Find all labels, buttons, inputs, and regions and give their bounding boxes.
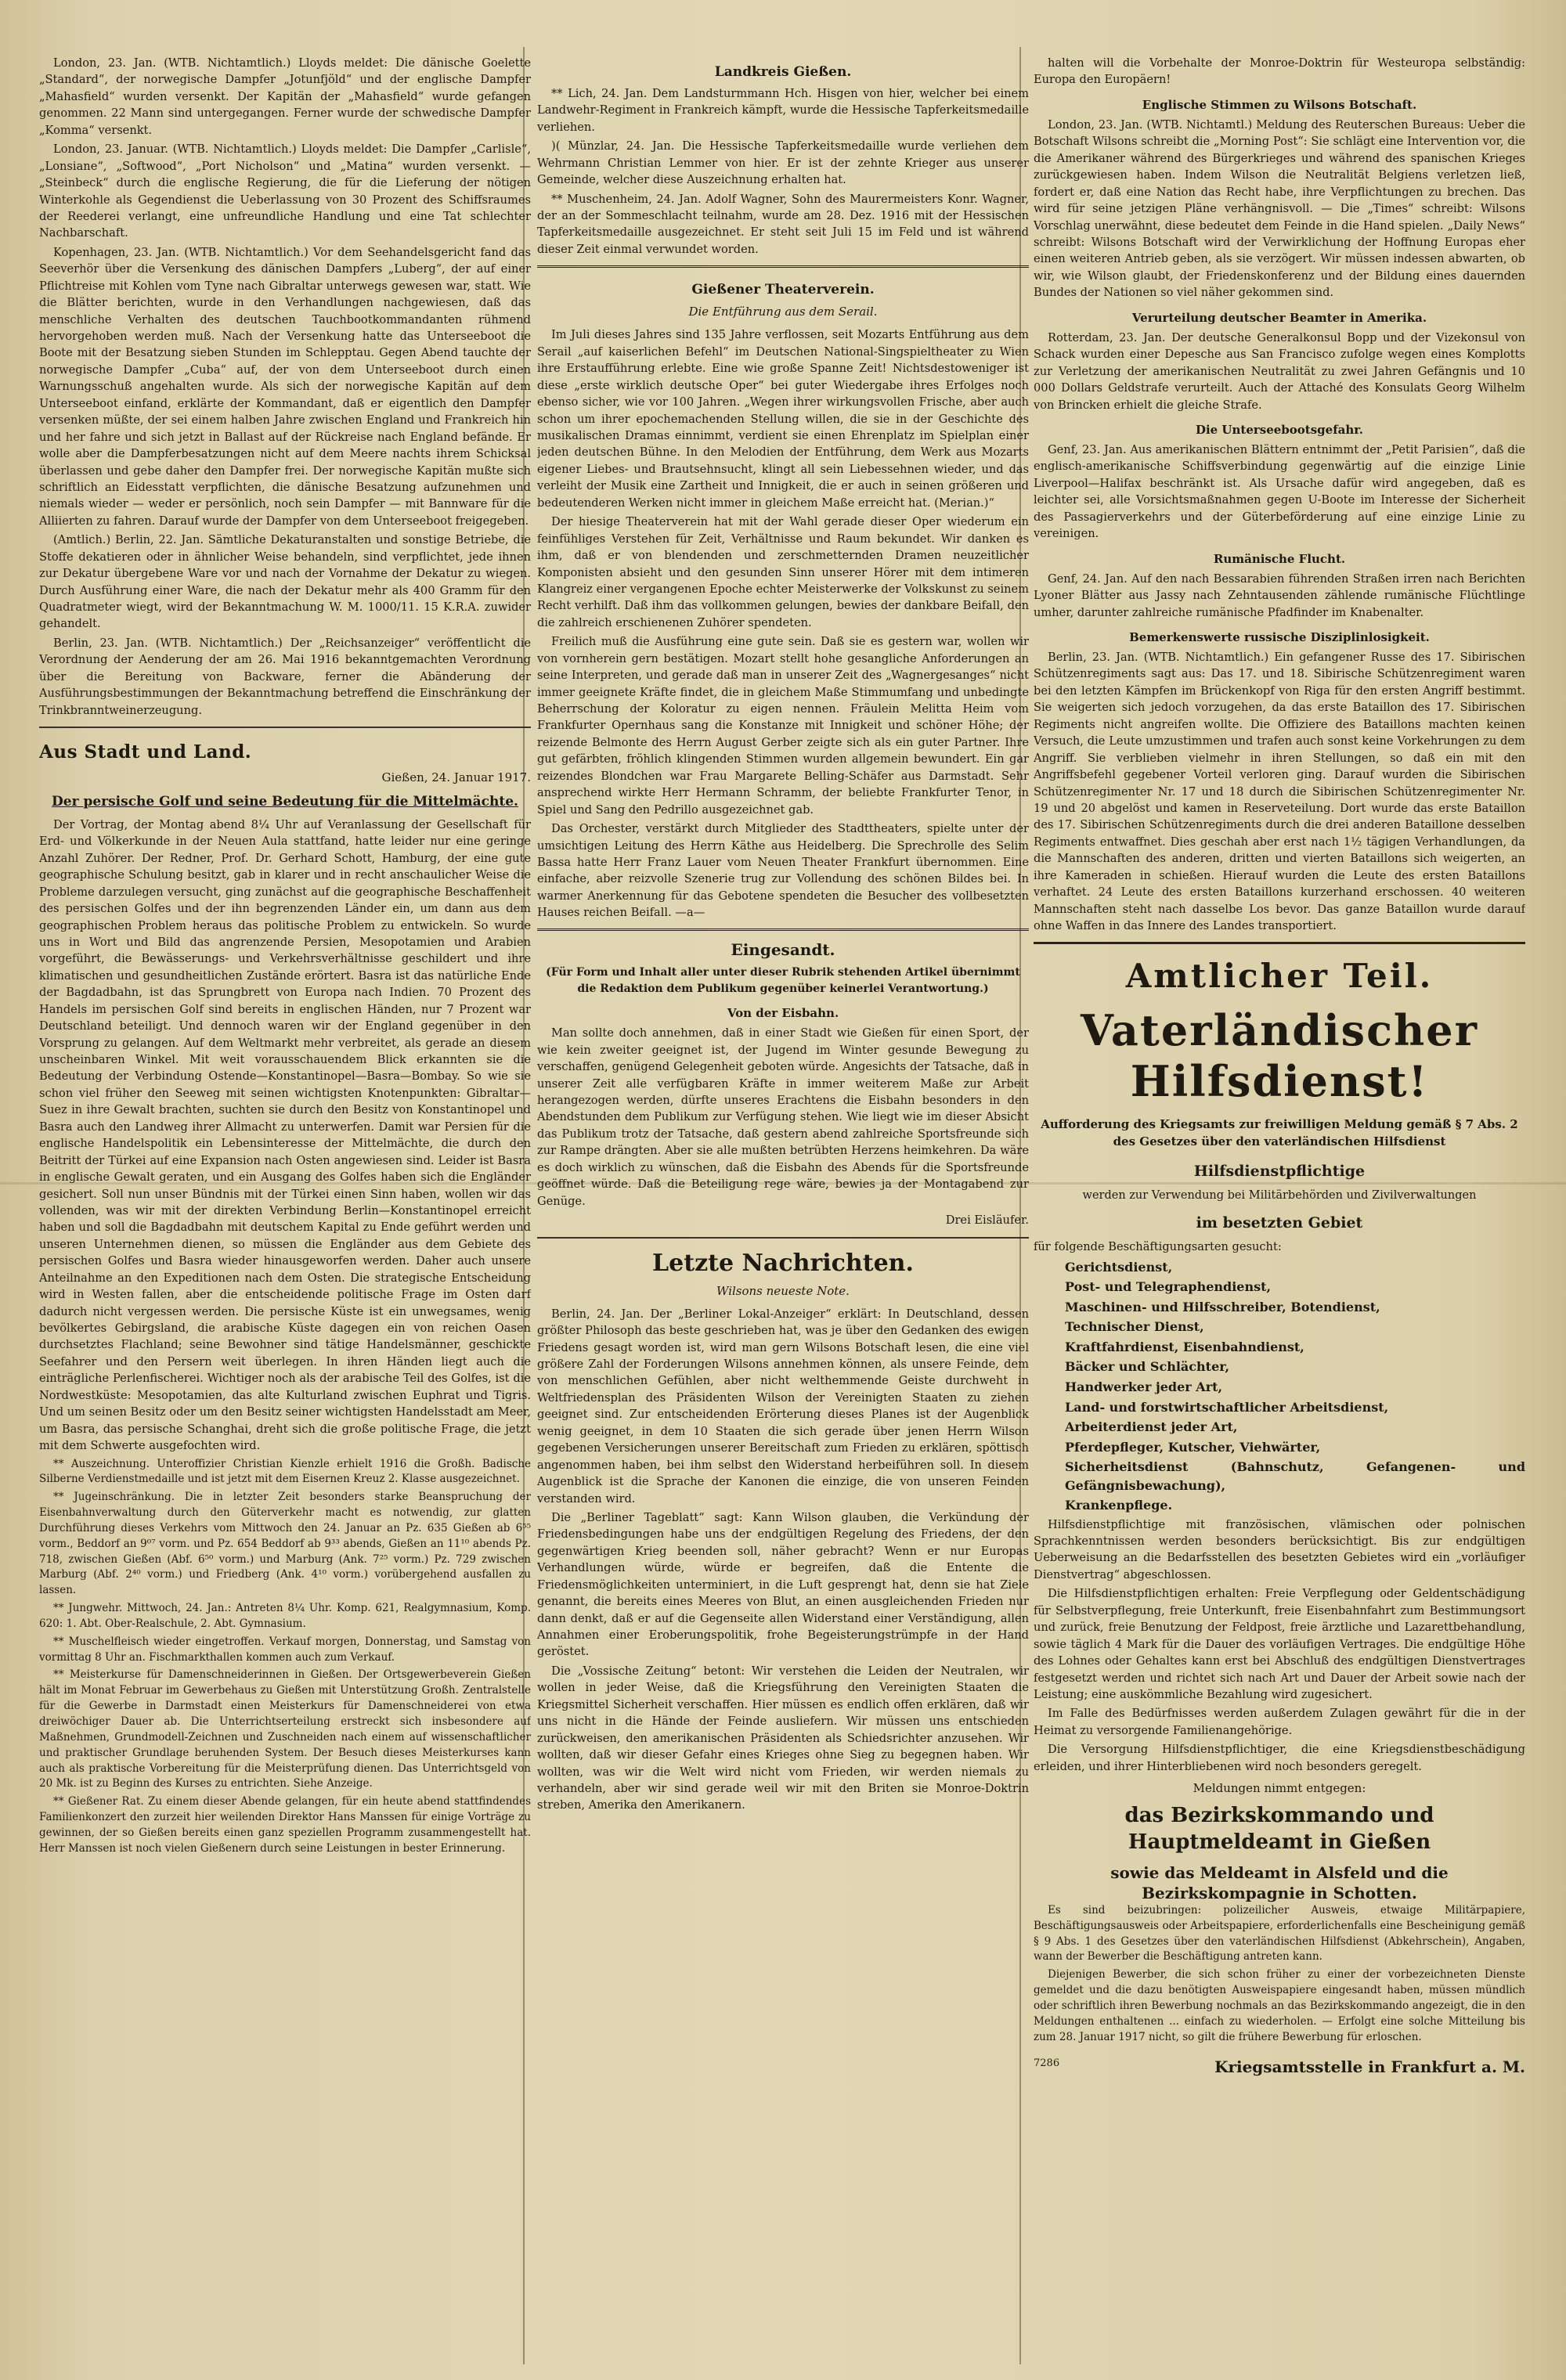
column-2 — [537, 55, 1029, 2360]
ad-code: 7286 — [1034, 2057, 1060, 2070]
job-item: Post- und Telegraphendienst, — [1065, 1279, 1272, 1295]
landkreis-title: Landkreis Gießen. — [714, 64, 852, 80]
divider — [537, 1237, 1029, 1239]
eingesandt-headline: Von der Eisbahn. — [727, 1006, 839, 1021]
job-item: Sicherheitsdienst (Bahnschutz, Gefangenen- und Gefängnisbewachung), — [1065, 1459, 1525, 1493]
theater-section — [537, 265, 1029, 930]
news-paragraph: London, 23. Jan. (WTB. Nichtamtlich.) Lloyds meldet: Die dänische Goelette „Standard“, der norwegische Dampfer „Jotunfjöld“ und der englische Dampfer „Mahasfield“ wurden versenkt. Der Kapitän der „Mahasfield“ wurde gefangen genommen. 22 Mann sind untergegangen. Ferner wurde der schwedische Dampfer „Komma“ versenkt. — [39, 56, 531, 137]
eingesandt-note: (Für Form und Inhalt aller unter dieser Rubrik stehenden Artikel übernimmt die Redaktion dem Publikum gegenüber keinerlei Verantwortung.) — [546, 966, 1020, 995]
local-item: ** Jungwehr. Mittwoch, 24. Jan.: Antreten 8¼ Uhr. Komp. 621, Realgymnasium, Komp. 620: 1. Abt. Ober-Realschule, 2. Abt. Gymnasium. — [39, 1602, 531, 1630]
news-paragraph: London, 23. Januar. (WTB. Nichtamtlich.) Lloyds meldet: Die Dampfer „Carlisle“, „Lonsiane“, „Softwood“, „Port Nicholson“ und „Matina“ wurden versenkt. — „Steinbeck“ durch die englische Regierung, die für die Lieferung der nötigen Winterkohle als Gegendienst die Ueberlassung von 30 Prozent des Schiffsraumes der Reederei verlangt, eine unfreundliche Handlung und eine Tat schlechter Nachbarschaft. — [39, 142, 531, 240]
job-item: Krankenpflege. — [1065, 1498, 1173, 1513]
news-paragraph: Kopenhagen, 23. Jan. (WTB. Nichtamtlich.) Vor dem Seehandelsgericht fand das Seeverhör über die Versenkung des dänischen Dampfers „Luberg“, der auf einer Pflichtreise mit Kohlen vom Tyne nach Gibraltar unterwegs gewesen war, statt. Wie die Blätter berichten, wurde in den Verhandlungen nachgewiesen, daß das menschliche Verhalten des deutschen Tauchbootkommandanten rühmend hervorgehoben werden muß. Nach der Versenkung hatte das Unterseeboot die Boote mit der Besatzung sieben Stunden im Schlepptau. Gegen Abend tauchte der norwegische Dampfer „Cuba“ auf, der von dem Unterseeboot durch einen Warnungsschuß angehalten wurde. Als sich der norwegische Kapitän auf dem Unterseeboot einfand, erklärte der Kommandant, daß er eigentlich den Dampfer versenken müßte, der sei einem halben Jahre zwischen England und Frankreich hin und her fahre und sich jetzt in Ballast auf der Rückreise nach England befände. Er wolle aber die Dampferbesatzungen nicht auf dem Meere nachts ihrem Schicksal überlassen und gebe daher den Dampfer frei. Der norwegische Kapitän mußte sich schriftlich an Eidesstatt verpflichten, die dänische Besatzung aufzunehmen und niemals wieder — weder er persönlich, noch sein Dampfer — mit Bannware für die Alliierten zu fahren. Darauf wurde der Dampfer von dem Unterseeboot freigegeben. — [39, 245, 531, 528]
job-item: Handwerker jeder Art, — [1065, 1379, 1223, 1394]
local-item: ** Meisterkurse für Damenschneiderinnen in Gießen. Der Ortsgewerbeverein Gießen hält im Monat Februar im Gewerbehaus zu Gießen mit Unterstützung Großh. Zentralstelle für die Gewerbe in Darmstadt einen Meisterkurs für Damenschneiderei von etwa dreiwöchiger Dauer ab. Die Unterrichtserteilung erstreckt sich insbesondere auf Maßnehmen, Grundmodell-Zeichnen und Zuschneiden nach einem auf wissenschaftlicher und praktischer Grundlage beruhenden System. Der Besuch dieses Meisterkurses kann auch als praktische Vorbereitung für die Meisterprüfung dienen. Das Unterrichtsgeld von 20 Mk. ist zu Beginn des Kurses zu entrichten. Siehe Anzeige. — [39, 1668, 531, 1790]
theater-paragraph: Im Juli dieses Jahres sind 135 Jahre verflossen, seit Mozarts Entführung aus dem Serail „auf kaiserlichen Befehl“ im Deutschen National-Singspieltheater zu Wien ihre Erstaufführung erlebte. Eine wie große Spanne Zeit! Nichtsdestoweniger ist diese „erste wirklich deutsche Oper“ bei guter Wiedergabe ihres Erfolges noch ebenso sicher, wie vor 100 Jahren. „Wegen ihrer wirkungsvollen Frische, aber auch schon um ihrer epochemachenden Stellung willen, die sie in der Geschichte des musikalischen Dramas einnimmt, verdient sie einen Ehrenplatz im Spielplan einer jeden deutschen Bühne. In den Melodien der Entführung, dem Werk aus Mozarts eigener Liebes- und Brautsehnsucht, klingt all sein Liebessehnen wieder, und das verleiht der Musik eine Zartheit und Innigkeit, die er auch in seinen größeren und bedeutenderen Werken nicht immer in gleichem Maße erreicht hat. (Merian.)“ — [537, 328, 1029, 510]
news-paragraph: Rotterdam, 23. Jan. Der deutsche Generalkonsul Bopp und der Vizekonsul von Schack wurden einer Depesche aus San Francisco zufolge wegen eines Komplotts zur Verletzung der amerikanischen Neutralität zu zwei Jahren Gefängnis und 10 000 Dollars Geldstrafe verurteilt. Auch der Attaché des Konsulats Georg Wilhelm von Brincken erhielt die gleiche Strafe. — [1034, 330, 1525, 412]
signature — [1034, 2056, 1525, 2079]
notice-paragraph: Es sind beizubringen: polizeilicher Ausweis, etwaige Militärpapiere, Beschäftigungsausweis oder Arbeitspapiere, erforderlichenfalls eine Bescheinigung gemäß § 9 Abs. 1 des Gesetzes über den vaterländischen Hilfsdienst (Abkehrschein), Angaben, wann der Bewerber die Beschäftigung antreten kann. — [1034, 1903, 1525, 1964]
divider — [39, 727, 531, 728]
letzte-paragraph: Berlin, 24. Jan. Der „Berliner Lokal-Anzeiger“ erklärt: In Deutschland, dessen größter Philosoph das beste geschrieben hat, was je über den Gedanken des ewigen Friedens gesagt worden ist, wird man gern Wilsons Botschaft lesen, die eine viel größere Zahl der Forderungen Wilsons annehmen können, als unsere Feinde, dem von menschlichen Gefühlen, aber nicht welthemmende Geiste durchweht in Weltfriedensplan des Präsidenten Wilson der Vereinigten Staaten zu ziehen geeignet sind. Zur entscheidenden Erörterung dieses Planes ist der Augenblick wenig geeignet, in dem 10 Staaten die sich gerade über jenen Herrn Wilson gegebenen Versicherungen unserer Bereitschaft zum Frieden zu erklären, spöttisch angenommen haben, bei ihm selbst den Widerstand herbeiführen soll. In diesem Augenblick ist die Sprache der Kanonen die einzige, die von unseren Feinden verstanden wird. — [537, 1307, 1029, 1506]
news-heading: Englische Stimmen zu Wilsons Botschaft. — [1142, 97, 1417, 112]
eingesandt-signature: Drei Eisläufer. — [945, 1213, 1029, 1228]
news-paragraph: Berlin, 23. Jan. (WTB. Nichtamtlich.) Der „Reichsanzeiger“ veröffentlicht die Verordnung der Aenderung der am 26. Mai 1916 bekanntgemachten Verordnung über die Bereitung von Backware, ferner die Abänderung der Ausführungsbestimmungen der Bekanntmachung betreffend die Einschränkung der Trinkbranntweinerzeugung. — [39, 636, 531, 717]
aufforderung: Aufforderung des Kriegsamts zur freiwilligen Meldung gemäß § 7 Abs. 2 des Gesetzes über den vaterländischen Hilfsdienst — [1041, 1116, 1518, 1149]
theater-paragraph: Das Orchester, verstärkt durch Mitglieder des Stadttheaters, spielte unter der umsichtigen Leitung des Herrn Käthe aus Heidelberg. Die Sprechrolle des Selim Bassa hatte Herr Franz Lauer vom Neuen Theater Frankfurt übernommen. Eine einfache, aber reizvolle Szenerie trug zur Vollendung des schönen Bildes bei. In warmer Anerkennung für das Gebotene spendeten die Besucher des vollbesetzten Hauses reichen Beifall. —a— — [537, 822, 1029, 920]
local-item: ** Auszeichnung. Unteroffizier Christian Kienzle erhielt 1916 die Großh. Badische Silberne Verdienstmedaille und ist jetzt mit dem Eisernen Kreuz 2. Klasse ausgezeichnet. — [39, 1457, 531, 1486]
job-item: Technischer Dienst, — [1065, 1319, 1204, 1335]
dateline: Gießen, 24. Januar 1917. — [381, 770, 531, 784]
eingesandt-title: Eingesandt. — [731, 939, 835, 959]
local-item: ** Gießener Rat. Zu einem dieser Abende gelangen, für ein heute abend stattfindendes Familienkonzert den zurzeit hier weilenden Direktor Hans Manssen für einige Vorträge zu gewinnen, der so Gießen bereits einen ganz speziellen Programm zusammengestellt hat. Herr Manssen ist noch vielen Gießenern durch seine Leistungen in bester Erinnerung. — [39, 1795, 531, 1855]
column-3 — [1034, 55, 1525, 2360]
job-item: Bäcker und Schlächter, — [1065, 1359, 1230, 1375]
theater-paragraph: Freilich muß die Ausführung eine gute sein. Daß sie es gestern war, wollen wir von vornherein gern bestätigen. Mozart stellt hohe gesangliche Anforderungen an seine Interpreten, und gerade daß man in unserer Zeit des „Wagnergesanges“ nicht immer geeignete Kräfte findet, die in gleichem Maße Stimmumfang und unbedingte Beherrschung der Koloratur zu eigen nennen. Fräulein Melitta Heim vom Frankfurter Opernhaus sang die Konstanze mit Innigkeit und schöner Höhe; der reizende Belmonte des Herrn August Gerber zeigte sich als ein guter Partner. Ihre gut gefärbten, fröhlich klingenden Stimmen wurden allgemein bewundert. Ein gar reizendes Blondchen war Frau Margarete Belling-Schäfer aus Darmstadt. Sehr ansprechend wirkte Herr Hermann Schramm, der beliebte Frankfurter Tenor, in Spiel und Sang den Pedrillo ausgezeichnet gab. — [537, 635, 1029, 817]
local-item: ** Muschelfleisch wieder eingetroffen. Verkauf morgen, Donnerstag, und Samstag von vormittag 8 Uhr an. Fischmarkthallen kommen auch zum Verkauf. — [39, 1635, 531, 1664]
news-paragraph: (Amtlich.) Berlin, 22. Jan. Sämtliche Dekaturanstalten und sonstige Betriebe, die Stoffe dekatieren oder in ähnlicher Weise behandeln, sind verpflichtet, jede ihnen zur Dekatur übergebene Ware vor und nach der Vornahme der Dekatur zu wiegen. Durch Ausführung einer Ware, die nach der Dekatur mehr als 400 Gramm für den Quadratmeter wiegt, wird der Bekanntmachung W. M. 1000/11. 15 K.R.A. zuwider gehandelt. — [39, 533, 531, 631]
besetzt-intro: für folgende Beschäftigungsarten gesucht: — [1034, 1240, 1282, 1254]
letzte-nachrichten-title: Letzte Nachrichten. — [652, 1249, 914, 1277]
theater-subtitle: Die Entführung aus dem Serail. — [688, 305, 878, 319]
column-1 — [39, 55, 531, 2360]
meldeamt: sowie das Meldeamt in Alsfeld und die Bezirkskompagnie in Schotten. — [1110, 1863, 1449, 1902]
divider — [1034, 942, 1525, 944]
news-paragraph: Genf, 24. Jan. Auf den nach Bessarabien führenden Straßen irren nach Berichten Lyoner Blätter aus Jassy nach Zehntausenden zählende rumänische Flüchtlinge umher, darunter zahlreiche rumänische Pfadfinder im Knabenalter. — [1034, 572, 1525, 619]
meldungen-label: Meldungen nimmt entgegen: — [1193, 1781, 1366, 1796]
job-item: Maschinen- und Hilfsschreiber, Botendienst, — [1065, 1299, 1380, 1314]
theater-paragraph: Der hiesige Theaterverein hat mit der Wahl gerade dieser Oper wiederum ein feinfühliges Verstehen für Zeit, Verhältnisse und Raum bekundet. Wir danken es ihm, daß er von blendenden und zerschmetternden Dramen neuzeitlicher Komponisten absieht und den gesunden Sinn unserer Hörer mit dem intimeren Klangreiz einer vergangenen Epoche echter Meisterwerke der Volkskunst zu seinem Recht verhilft. Daß ihm das vollkommen gelungen, bewies der dankbare Beifall, den die zahlreich erschienenen Zuhörer spendeten. — [537, 515, 1029, 629]
landkreis-item: ** Lich, 24. Jan. Dem Landsturmmann Hch. Hisgen von hier, welcher bei einem Landwehr-Regiment in Frankreich kämpft, wurde die Hessische Tapferkeitsmedaille verliehen. — [537, 86, 1029, 134]
job-item: Pferdepfleger, Kutscher, Viehwärter, — [1065, 1439, 1321, 1455]
news-paragraph: Genf, 23. Jan. Aus amerikanischen Blättern entnimmt der „Petit Parisien“, daß die englisch-amerikanische Schiffsverbindung gegenwärtig auf die einzige Linie Liverpool—Halifax beschränkt ist. Als Ursache dafür wird angegeben, daß es leichter sei, alle Vorsichtsmaßnahmen gegen U-Boote im Interesse der Sicherheit des Passagierverkehrs und der Güterbeförderung auf eine einzige Linie zu vereinigen. — [1034, 443, 1525, 541]
eingesandt-paragraph: Man sollte doch annehmen, daß in einer Stadt wie Gießen für einen Sport, der wie kein zweiter geeignet ist, der Jugend im Winter gesunde Bewegung zu verschaffen, genügend Gelegenheit geboten würde. Angesichts der Tatsache, daß in unserer Zeit alle verfügbaren Kräfte in immer weiterem Maße zur Arbeit herangezogen werden, dürfte unseres Erachtens die Eisbahn besonders in den Abendstunden dem Publikum zur Verfügung stehen. Wie liegt wie im dieser Absicht das Publikum trotz der Tatsache, daß gestern abend zahlreiche Sportsfreunde sich zur Rampe drängten. Aber sie alle mußten betrübten Herzens heimkehren. Da wäre es doch wirklich zu wünschen, daß die Eisbahn des Abends für die Sportsfreunde geöffnet würde. Daß die Beteiligung rege wäre, bewies ja der Montagabend zur Genüge. — [537, 1026, 1029, 1208]
article-paragraph: Der Vortrag, der Montag abend 8¼ Uhr auf Veranlassung der Gesellschaft für Erd- und Völkerkunde in der Neuen Aula stattfand, hatte leider nur eine geringe Anzahl Zuhörer. Der Redner, Prof. Dr. Gerhard Schott, Hamburg, der eine gute geographische Schulung besitzt, gab in klarer und in recht anschaulicher Weise die Probleme darzulegen versucht, ging zunächst auf die geographische Beschaffenheit des persischen Golfes und der ihn begrenzenden Länder ein, um dann aus dem geographischen Problem heraus das politische Problem zu entwickeln. So wurde uns in Wort und Bild das angrenzende Persien, Mesopotamien und Arabien vorgeführt, die Bewässerungs- und Verkehrsverhältnisse geschildert und ihre klimatischen und gesundheitlichen Zustände erörtert. Basra ist das natürliche Ende der Bagdadbahn, ist das Sprungbrett von Europa nach Indien. 70 Prozent des Handels im persischen Golf sind bereits in englischen Händen, nur 7 Prozent war Deutschland beteiligt. Und dennoch waren wir der England gegenüber in den Vorsprung zu gelangen. Auf dem Weltmarkt mehr verbreitet, als gerade an diesem unscheinbaren Winkel. Mit weit vorausschauendem Blick erkannten sie die Bedeutung der Verbindung Ostende—Konstantinopel—Basra—Bombay. So wie sie schon viel früher den Seeweg mit seinen wichtigsten Knotenpunkten: Gibraltar—Suez in ihre Gewalt brachten, suchten sie durch den Besitz von Konstantinopel und Basra auch den Landweg ihrer Allmacht zu unterwerfen. Damit war Persien für die englische Handelspolitik ein Lebensinteresse der Mittelmächte, die durch den Beitritt der Türkei auf eine Expansion nach Osten angewiesen sind. Leider ist Basra in englische Gewalt geraten, und ein Ausgang des Golfes haben sich die Engländer gesichert. Soll nun unser Bündnis mit der Türkei einen Sinn haben, wollen wir das vollenden, was wir mit der direkten Verbindung Berlin—Konstantinopel erreicht haben und soll die Bagdadbahn mit deutschem Kapital zu Ende geführt werden und unseren Unternehmen dienen, so müssen die Engländer aus dem Gebiete des persischen Golfes und Basra wieder hinausgeworfen werden. Daher auch unsere Anteilnahme an den Expeditionen nach dem Osten. Die strategische Entscheidung wird in Westen fallen, aber die entscheidende politische Frage im Osten darf dadurch nicht vergessen werden. Die persische Küste ist ein unwegsames, wenig bevölkertes Gebirgsland, die arabische Küste dagegen ein von reichen Oasen durchsetztes Flachland; seine Bewohner sind tätige Handelsmänner, geschickte Seefahrer und den Persern weit überlegen. In ihren Händen liegt auch die einträgliche Perlenfischerei. Wichtiger noch als der arabische Teil des Golfes, ist die Nordwestküste: Mesopotamien, das alte Kulturland zwischen Euphrat und Tigris. Und um seinen Besitz oder um den Besitz seiner wichtigsten Handelsstadt am Meer, um Basra, das persische Schanghai, dreht sich die große politische Frage, die jetzt mit dem Schwerte ausgefochten wird. — [39, 817, 531, 1453]
pflichtige-sub: werden zur Verwendung bei Militärbehörden und Zivilverwaltungen — [1082, 1189, 1477, 1203]
letzte-paragraph: Die „Berliner Tageblatt“ sagt: Kann Wilson glauben, die Verkündung der Friedensbedingungen habe uns der endgültigen Regelung des Friedens, der den gegenwärtigen Krieg beenden soll, näher gebracht? Wenn er nur Europas Verhandlungen würde, würde er begreifen, daß die Entente die Friedensmöglichkeiten unterminiert, in die Luft gesprengt hat, denn sie hat Ziele genannt, die bereits eines Meeres von Blut, an einen ausgleichenden Frieden nur dann denkt, daß er auf die Gegenseite allen Widerstand einer Verständigung, allen Annahmen einer Eroberungspolitik, frohe Begeisterungstrümpfe in der Hand geröstet. — [537, 1510, 1029, 1659]
notice-paragraph: Die Hilfsdienstpflichtigen erhalten: Freie Verpflegung oder Geldentschädigung für Selbstverpflegung, freie Unterkunft, freie Eisenbahnfahrt zum Bestimmungsort und zurück, freie Benutzung der Feldpost, freie ärztliche und Lazarettbehandlung, sowie täglich 4 Mark für die Dauer des vorläufigen Vertrages. Die endgültige Höhe des Lohnes oder Gehaltes kann erst bei Abschluß des endgültigen Dienstvertrages festgesetzt werden und richtet sich nach Art und Dauer der Arbeit sowie nach der Leistung; eine auskömmliche Bezahlung wird zugesichert. — [1034, 1587, 1525, 1701]
signature-text: Kriegsamtsstelle in Frankfurt a. M. — [1214, 2057, 1525, 2077]
news-paragraph: halten will die Vorbehalte der Monroe-Doktrin für Westeuropa selbständig: Europa den Europäern! — [1034, 56, 1525, 87]
notice-paragraph: Diejenigen Bewerber, die sich schon früher zu einer der vorbezeichneten Dienste gemeldet und die dazu benötigten Ausweispapiere eingesandt haben, müssen mündlich oder schriftlich ihren Bewerbung nochmals an das Bezirkskommando angezeigt, die in den Meldungen enthaltenen ... einfach zu wiederholen. — Erfolgt eine solche Mitteilung bis zum 28. Januar 1917 nicht, so gilt die frühere Bewerbung für erloschen. — [1034, 1968, 1525, 2043]
news-heading: Bemerkenswerte russische Disziplinlosigkeit. — [1129, 630, 1430, 644]
hilfsdienst-headline — [1034, 1005, 1525, 1107]
theater-title: Gießener Theaterverein. — [691, 282, 875, 298]
notice-paragraph: Im Falle des Bedürfnisses werden außerdem Zulagen gewährt für die in der Heimat zu versorgende Familienangehörige. — [1034, 1707, 1525, 1737]
news-heading: Verurteilung deutscher Beamter in Amerika. — [1131, 310, 1427, 325]
hilfsdienst-line-2: Hilfsdienst! — [1130, 1056, 1429, 1107]
news-paragraph: London, 23. Jan. (WTB. Nichtamtl.) Meldung des Reuterschen Bureaus: Ueber die Botschaft Wilsons schreibt die „Morning Post“: Sie schlägt eine Intervention vor, die die Amerikaner während des Bürgerkrieges und während des spanischen Krieges zurückgewiesen haben. Indem Wilson die Neutralität Belgiens verletzen ließ, fordert er, daß eine Nation das Recht habe, ihre Verpflichtungen zu brechen. Das wird für seine jetzigen Pläne verhängnisvoll. — Die „Times“ schreibt: Wilsons Vorschlag unerwähnt, diese bedeutet dem Feinde in die Hand spielen. „Daily News“ schreibt: Wilsons Botschaft wird der Verwirklichung der Hoffnung Europas eher einen weiteren Antrieb geben, als sie verzögert. Wir müssen indessen abwarten, ob wir, wie Wilson glaubt, der Friedenskonferenz und der Bildung eines dauernden Bundes der Nationen so viel näher gekommen sind. — [1034, 117, 1525, 300]
besetzt-title: im besetzten Gebiet — [1196, 1213, 1363, 1231]
job-item: Land- und forstwirtschaftlicher Arbeitsdienst, — [1065, 1399, 1389, 1415]
letzte-paragraph: Die „Vossische Zeitung“ betont: Wir verstehen die Leiden der Neutralen, wir wollen in jeder Weise, daß die Kriegsführung den Vereinigten Staaten die Kriegsmittel Sicherheit verschaffen. Hier müssen es endlich offen erklären, daß wir uns nicht in die Hände der Feinde ausliefern. Wir müssen uns entschieden zurückweisen, den amerikanischen Präsidenten als Schiedsrichter anzusehen. Wir wollten, daß wir dieser Gefahr eines Krieges ohne Sieg zu begegnen haben. Wir wollten, was wir die Welt wird nicht vom Frieden, wir werden niemals zu verhandeln, aber wir sind gerade weil wir mit den Briten sie Monroe-Doktrin streben, Amerika den Amerikanern. — [537, 1664, 1029, 1812]
pflichtige-title: Hilfsdienstpflichtige — [1193, 1163, 1366, 1181]
news-paragraph: Berlin, 23. Jan. (WTB. Nichtamtlich.) Ein gefangener Russe des 17. Sibirischen Schützenregiments sagt aus: Das 17. und 18. Sibirische Schützenregiment waren bei den letzten Kämpfen im Brückenkopf von Riga für den ersten Angriff bestimmt. Sie weigerten sich jedoch vorzugehen, da das erste Bataillon des 17. Sibirischen Regiments nicht angreifen wollte. Die Offiziere des Bataillons machten keinen Versuch, die Leute umzustimmen und trafen auch sonst keine Vorkehrungen zu dem Angriff. Sie verblieben vielmehr in ihren Stellungen, so daß ein mit den Angriffsbefehl gegebener Vorteil verloren ging. Darauf wurden die Sibirischen Schützenregimenter Nr. 17 und 18 durch die Sibirischen Schützenregimenter Nr. 19 und 20 abgelöst und kamen in Reserveteilung. Dort wurde das erste Bataillon des 17. Sibirischen Schützenregiments durch die drei anderen Bataillone desselben Regiments entwaffnet. Dies geschah aber erst nach 1½ tägigen Verhandlungen, da die Mannschaften des anderen, dritten und vierten Bataillons sich weigerten, an ihre Kameraden in schießen. Hierauf wurden die Leute des ersten Bataillons verhaftet. 24 Leute des ersten Bataillons kurzerhand erschossen. 40 weiteren Mannschaften steht nach dasselbe Los bevor. Das ganze Bataillon wurde darauf ohne Waffen in das Innere des Landes transportiert. — [1034, 651, 1525, 933]
job-item: Kraftfahrdienst, Eisenbahndienst, — [1065, 1339, 1304, 1354]
section-title: Aus Stadt und Land. — [39, 741, 252, 763]
hilfsdienst-line-1: Vaterländischer — [1080, 1005, 1479, 1056]
notice-paragraph: Die Versorgung Hilfsdienstpflichtiger, die eine Kriegsdienstbeschädigung erleiden, und ihrer Hinterbliebenen wird noch besonders geregelt. — [1034, 1743, 1525, 1773]
notice-paragraph: Hilfsdienstpflichtige mit französischen, vlämischen oder polnischen Sprachkenntnissen werden besonders berücksichtigt. Bis zur endgültigen Ueberweisung an die Bedarfsstellen des besetzten Gebietes wird ein „vorläufiger Dienstvertrag“ abgeschlossen. — [1034, 1517, 1525, 1581]
bezirkskommando: das Bezirkskommando und Hauptmeldeamt in Gießen — [1124, 1804, 1434, 1855]
landkreis-item: )( Münzlar, 24. Jan. Die Hessische Tapferkeitsmedaille wurde verliehen dem Wehrmann Christian Lemmer von hier. Er ist der zehnte Krieger aus unserer Gemeinde, welcher diese Auszeichnung erhalten hat. — [537, 139, 1029, 187]
article-title: Der persische Golf und seine Bedeutung für die Mittelmächte. — [52, 793, 518, 810]
local-item: ** Jugeinschränkung. Die in letzter Zeit besonders starke Beanspruchung der Eisenbahnverwaltung durch den Güterverkehr macht es notwendig, zur glatten Durchführung dieses Verkehrs vom Mittwoch den 24. Januar an Pz. 635 Gießen ab 6⁵⁵ vorm., Beddorf an 9⁰⁷ vorm. und Pz. 654 Beddorf ab 9³³ abends, Gießen an 11¹⁰ abends Pz. 718, zwischen Gießen (Abf. 6⁵⁰ vorm.) und Marburg (Ank. 7²⁵ vorm.) Pz. 729 zwischen Marburg (Abf. 2⁴⁰ vorm.) und Friedberg (Ank. 4¹⁰ vorm.) vorübergehend ausfallen zu lassen. — [39, 1491, 531, 1597]
amtlicher-teil-title: Amtlicher Teil. — [1125, 957, 1434, 996]
landkreis-item: ** Muschenheim, 24. Jan. Adolf Wagner, Sohn des Maurermeisters Konr. Wagner, der an der Sommeschlacht teilnahm, wurde am 28. Dez. 1916 mit der Hessischen Tapferkeitsmedaille ausgezeichnet. Er steht seit Juli 15 im Feld und ist während dieser Zeit einmal verwundet worden. — [537, 192, 1029, 256]
news-heading: Die Unterseebootsgefahr. — [1195, 422, 1364, 437]
job-item: Arbeiterdienst jeder Art, — [1065, 1419, 1238, 1435]
job-item: Gerichtsdienst, — [1065, 1259, 1173, 1275]
letzte-subtitle: Wilsons neueste Note. — [716, 1283, 850, 1298]
news-heading: Rumänische Flucht. — [1213, 551, 1346, 566]
